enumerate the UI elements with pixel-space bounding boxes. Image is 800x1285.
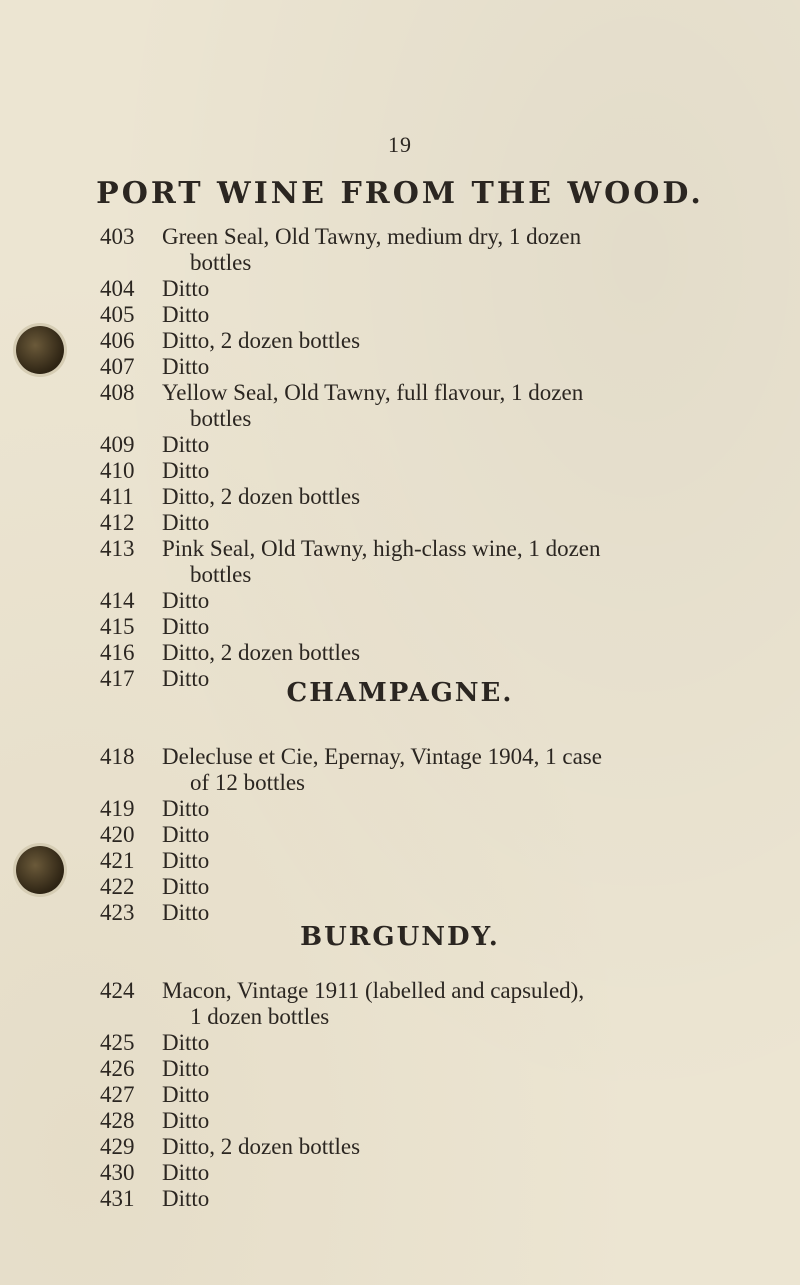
lot-description: Ditto <box>162 302 210 327</box>
lot-entry <box>0 796 800 822</box>
lot-entry <box>0 484 800 510</box>
port-wine-heading: PORT WINE FROM THE WOOD. <box>96 176 704 211</box>
lot-number: 418 <box>100 744 135 769</box>
lot-number: 429 <box>100 1134 135 1159</box>
lot-description: Ditto <box>162 614 210 639</box>
lot-description: Ditto <box>162 796 210 821</box>
lot-number: 408 <box>100 380 135 405</box>
lot-description: Ditto <box>162 276 210 301</box>
lot-entry <box>0 276 800 302</box>
lot-entry <box>0 588 800 614</box>
lot-description-continuation: bottles <box>190 562 252 587</box>
lot-number: 404 <box>100 276 135 301</box>
lot-number: 412 <box>100 510 135 535</box>
lot-description: Ditto, 2 dozen bottles <box>162 640 361 665</box>
lot-description: Ditto <box>162 1160 210 1185</box>
lot-number: 422 <box>100 874 135 899</box>
lot-description: Pink Seal, Old Tawny, high-class wine, 1 dozen <box>162 536 601 561</box>
champagne-heading: CHAMPAGNE. <box>286 678 514 708</box>
lot-entry <box>0 1108 800 1134</box>
lot-number: 411 <box>100 484 134 509</box>
lot-description-continuation: bottles <box>190 406 252 431</box>
page-number: 19 <box>388 132 412 157</box>
lot-entry <box>0 822 800 848</box>
lot-entry <box>0 1134 800 1160</box>
lot-description: Ditto <box>162 1056 210 1081</box>
lot-number: 425 <box>100 1030 135 1055</box>
lot-entry <box>0 978 800 1030</box>
lot-entry <box>0 848 800 874</box>
lot-entry <box>0 510 800 536</box>
lot-entry <box>0 1160 800 1186</box>
champagne-lot-list <box>0 744 800 926</box>
lot-entry <box>0 536 800 588</box>
champagne-section <box>0 678 800 926</box>
lot-entry <box>0 874 800 900</box>
port-wine-lot-list <box>0 224 800 692</box>
lot-number: 410 <box>100 458 135 483</box>
lot-number: 407 <box>100 354 135 379</box>
lot-description: Ditto <box>162 458 210 483</box>
lot-number: 419 <box>100 796 135 821</box>
lot-entry <box>0 614 800 640</box>
lot-description-continuation: 1 dozen bottles <box>190 1004 330 1029</box>
lot-description: Ditto <box>162 1082 210 1107</box>
lot-description: Ditto, 2 dozen bottles <box>162 1134 361 1159</box>
lot-description: Ditto <box>162 588 210 613</box>
lot-number: 421 <box>100 848 135 873</box>
lot-number: 409 <box>100 432 135 457</box>
lot-description: Ditto <box>162 354 210 379</box>
lot-entry <box>0 1030 800 1056</box>
burgundy-lot-list <box>0 978 800 1212</box>
lot-number: 430 <box>100 1160 135 1185</box>
lot-entry <box>0 1186 800 1212</box>
lot-description: Macon, Vintage 1911 (labelled and capsuled), <box>162 978 585 1003</box>
burgundy-heading: BURGUNDY. <box>300 922 500 952</box>
lot-description: Ditto, 2 dozen bottles <box>162 484 361 509</box>
lot-description: Ditto <box>162 1186 210 1211</box>
lot-number: 413 <box>100 536 135 561</box>
lot-number: 420 <box>100 822 135 847</box>
lot-entry <box>0 1056 800 1082</box>
lot-number: 414 <box>100 588 135 613</box>
lot-number: 423 <box>100 900 135 925</box>
lot-description: Ditto <box>162 822 210 847</box>
lot-number: 406 <box>100 328 135 353</box>
lot-entry <box>0 224 800 276</box>
lot-number: 417 <box>100 666 135 691</box>
lot-description: Ditto <box>162 1108 210 1133</box>
lot-description: Ditto <box>162 510 210 535</box>
lot-number: 405 <box>100 302 135 327</box>
lot-entry <box>0 328 800 354</box>
lot-description: Yellow Seal, Old Tawny, full flavour, 1 dozen <box>162 380 584 405</box>
lot-description: Ditto <box>162 432 210 457</box>
lot-description: Ditto <box>162 874 210 899</box>
lot-number: 403 <box>100 224 135 249</box>
lot-entry <box>0 302 800 328</box>
lot-description: Ditto <box>162 666 210 691</box>
lot-number: 416 <box>100 640 135 665</box>
burgundy-section <box>0 922 800 1212</box>
lot-entry <box>0 354 800 380</box>
lot-entry <box>0 640 800 666</box>
lot-description: Ditto <box>162 1030 210 1055</box>
lot-entry <box>0 1082 800 1108</box>
lot-description: Ditto <box>162 900 210 925</box>
lot-number: 428 <box>100 1108 135 1133</box>
lot-number: 431 <box>100 1186 135 1211</box>
lot-description-continuation: of 12 bottles <box>190 770 305 795</box>
lot-description: Ditto, 2 dozen bottles <box>162 328 361 353</box>
lot-number: 427 <box>100 1082 135 1107</box>
lot-description: Ditto <box>162 848 210 873</box>
lot-number: 415 <box>100 614 135 639</box>
lot-description: Green Seal, Old Tawny, medium dry, 1 dozen <box>162 224 582 249</box>
lot-entry <box>0 432 800 458</box>
lot-number: 424 <box>100 978 135 1003</box>
lot-number: 426 <box>100 1056 135 1081</box>
port-wine-section <box>0 224 800 692</box>
lot-entry <box>0 744 800 796</box>
lot-entry <box>0 380 800 432</box>
lot-description: Delecluse et Cie, Epernay, Vintage 1904, 1 case <box>162 744 602 769</box>
lot-description-continuation: bottles <box>190 250 252 275</box>
lot-entry <box>0 458 800 484</box>
